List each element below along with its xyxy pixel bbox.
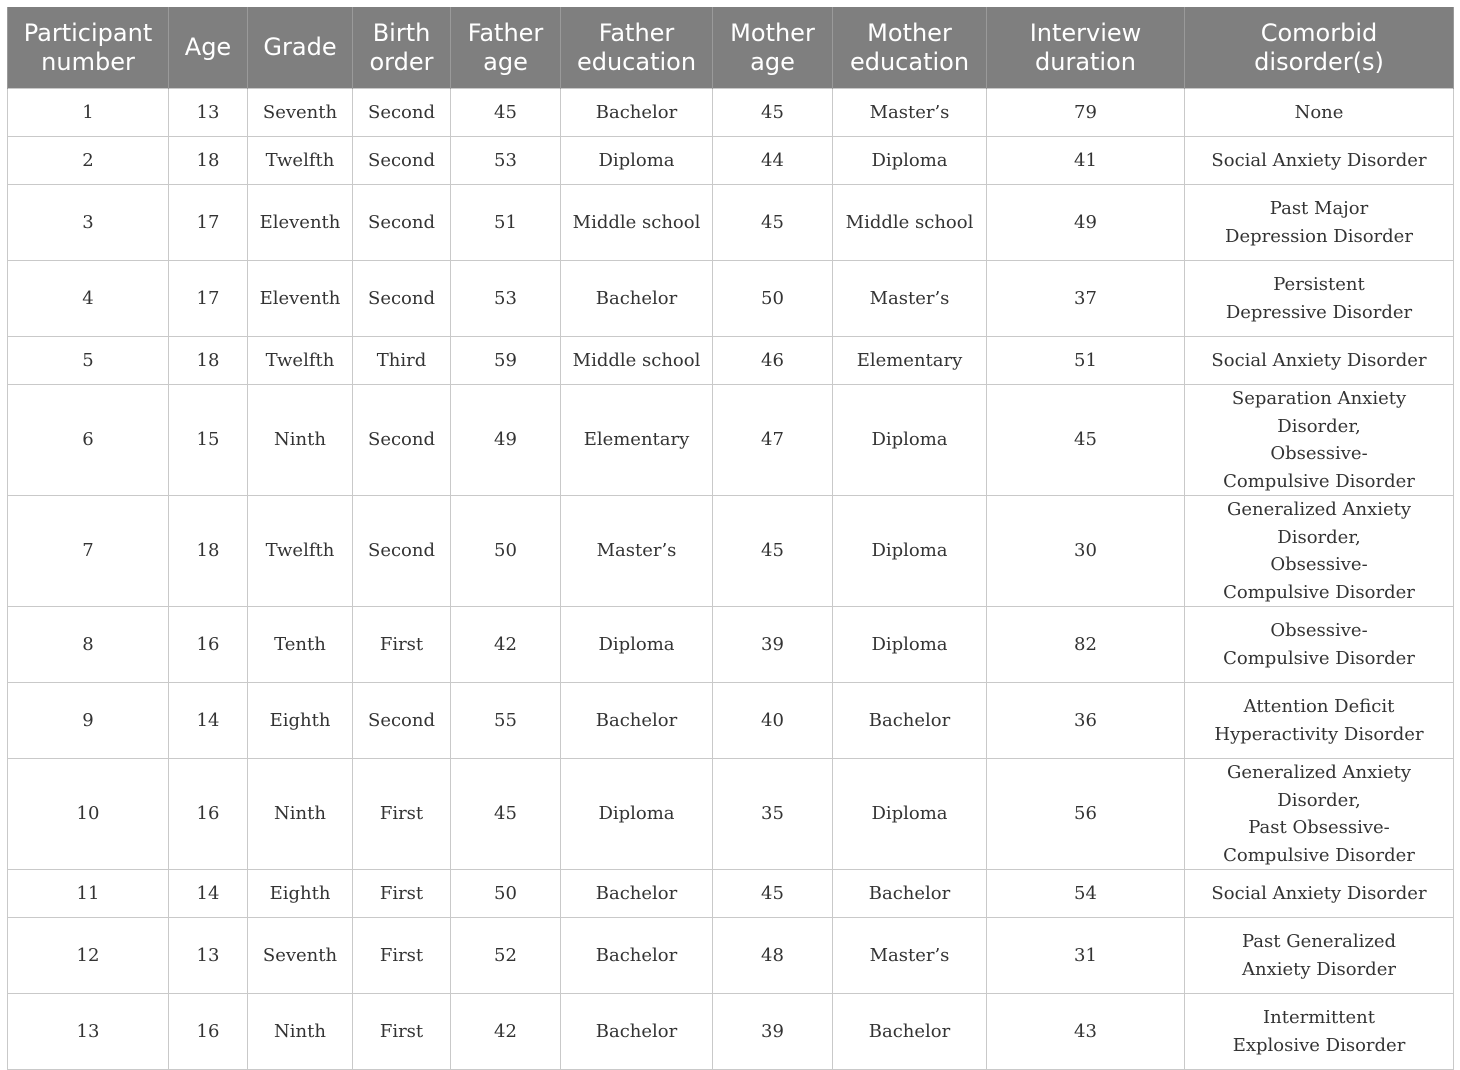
- cell-father-education: Middle school: [561, 337, 713, 385]
- table-row: [8, 137, 1454, 185]
- cell-birth-order: Second: [353, 496, 451, 607]
- cell-birth-order: First: [353, 607, 451, 683]
- header-interview-duration: Interview duration: [987, 7, 1185, 89]
- cell-mother-age: 35: [713, 759, 833, 870]
- cell-participant-number: 9: [8, 683, 169, 759]
- cell-birth-order: Third: [353, 337, 451, 385]
- cell-father-age: 55: [451, 683, 561, 759]
- table-row: [8, 918, 1454, 994]
- cell-comorbid-disorders: Social Anxiety Disorder: [1185, 337, 1454, 385]
- table-row: [8, 994, 1454, 1070]
- cell-father-education: Elementary: [561, 385, 713, 496]
- cell-interview-duration: 37: [987, 261, 1185, 337]
- cell-age: 13: [169, 918, 248, 994]
- cell-age: 18: [169, 337, 248, 385]
- cell-father-age: 52: [451, 918, 561, 994]
- cell-father-age: 50: [451, 496, 561, 607]
- cell-grade: Twelfth: [248, 137, 353, 185]
- cell-age: 18: [169, 137, 248, 185]
- cell-comorbid-disorders: Past Generalized Anxiety Disorder: [1185, 918, 1454, 994]
- table-header: [8, 7, 1454, 89]
- header-father-education: Father education: [561, 7, 713, 89]
- cell-participant-number: 8: [8, 607, 169, 683]
- cell-birth-order: Second: [353, 89, 451, 137]
- cell-participant-number: 12: [8, 918, 169, 994]
- cell-interview-duration: 49: [987, 185, 1185, 261]
- cell-grade: Tenth: [248, 607, 353, 683]
- table-row: [8, 89, 1454, 137]
- table-row: [8, 683, 1454, 759]
- header-father-age: Father age: [451, 7, 561, 89]
- cell-father-age: 42: [451, 607, 561, 683]
- table-body: [8, 89, 1454, 1070]
- cell-grade: Eighth: [248, 870, 353, 918]
- cell-age: 13: [169, 89, 248, 137]
- cell-age: 17: [169, 261, 248, 337]
- cell-father-education: Bachelor: [561, 89, 713, 137]
- cell-father-age: 45: [451, 759, 561, 870]
- cell-participant-number: 11: [8, 870, 169, 918]
- cell-father-education: Middle school: [561, 185, 713, 261]
- cell-interview-duration: 45: [987, 385, 1185, 496]
- cell-interview-duration: 30: [987, 496, 1185, 607]
- cell-age: 16: [169, 994, 248, 1070]
- cell-grade: Twelfth: [248, 337, 353, 385]
- header-row: [8, 7, 1454, 89]
- cell-father-education: Diploma: [561, 607, 713, 683]
- cell-father-age: 51: [451, 185, 561, 261]
- cell-birth-order: First: [353, 759, 451, 870]
- cell-comorbid-disorders: Obsessive- Compulsive Disorder: [1185, 607, 1454, 683]
- cell-birth-order: Second: [353, 137, 451, 185]
- cell-mother-education: Diploma: [833, 496, 987, 607]
- cell-participant-number: 2: [8, 137, 169, 185]
- cell-mother-age: 46: [713, 337, 833, 385]
- cell-father-age: 45: [451, 89, 561, 137]
- cell-grade: Eleventh: [248, 261, 353, 337]
- cell-participant-number: 7: [8, 496, 169, 607]
- cell-mother-education: Bachelor: [833, 870, 987, 918]
- cell-mother-age: 39: [713, 994, 833, 1070]
- cell-grade: Twelfth: [248, 496, 353, 607]
- table-row: [8, 385, 1454, 496]
- cell-father-age: 53: [451, 261, 561, 337]
- cell-interview-duration: 51: [987, 337, 1185, 385]
- cell-mother-education: Master’s: [833, 89, 987, 137]
- cell-mother-education: Middle school: [833, 185, 987, 261]
- cell-father-age: 59: [451, 337, 561, 385]
- table-row: [8, 870, 1454, 918]
- cell-comorbid-disorders: Past Major Depression Disorder: [1185, 185, 1454, 261]
- cell-comorbid-disorders: None: [1185, 89, 1454, 137]
- cell-father-education: Master’s: [561, 496, 713, 607]
- cell-mother-age: 44: [713, 137, 833, 185]
- cell-mother-education: Master’s: [833, 918, 987, 994]
- cell-grade: Ninth: [248, 994, 353, 1070]
- table-row: [8, 607, 1454, 683]
- header-birth-order: Birth order: [353, 7, 451, 89]
- cell-father-education: Bachelor: [561, 918, 713, 994]
- cell-comorbid-disorders: Generalized Anxiety Disorder, Obsessive- Compulsive Disorder: [1185, 496, 1454, 607]
- cell-birth-order: Second: [353, 683, 451, 759]
- cell-mother-education: Diploma: [833, 759, 987, 870]
- cell-age: 14: [169, 870, 248, 918]
- cell-father-education: Bachelor: [561, 261, 713, 337]
- participant-table: [7, 7, 1454, 1070]
- cell-comorbid-disorders: Intermittent Explosive Disorder: [1185, 994, 1454, 1070]
- cell-birth-order: Second: [353, 185, 451, 261]
- header-comorbid-disorders: Comorbid disorder(s): [1185, 7, 1454, 89]
- table-row: [8, 496, 1454, 607]
- cell-mother-age: 45: [713, 89, 833, 137]
- cell-mother-age: 45: [713, 185, 833, 261]
- cell-birth-order: First: [353, 918, 451, 994]
- table-row: [8, 759, 1454, 870]
- cell-father-education: Bachelor: [561, 683, 713, 759]
- cell-mother-age: 40: [713, 683, 833, 759]
- cell-grade: Seventh: [248, 89, 353, 137]
- cell-mother-age: 50: [713, 261, 833, 337]
- table-row: [8, 261, 1454, 337]
- cell-comorbid-disorders: Social Anxiety Disorder: [1185, 137, 1454, 185]
- cell-participant-number: 1: [8, 89, 169, 137]
- cell-comorbid-disorders: Social Anxiety Disorder: [1185, 870, 1454, 918]
- cell-interview-duration: 43: [987, 994, 1185, 1070]
- cell-birth-order: Second: [353, 385, 451, 496]
- cell-grade: Seventh: [248, 918, 353, 994]
- cell-participant-number: 3: [8, 185, 169, 261]
- cell-participant-number: 10: [8, 759, 169, 870]
- table-row: [8, 337, 1454, 385]
- header-mother-age: Mother age: [713, 7, 833, 89]
- cell-interview-duration: 56: [987, 759, 1185, 870]
- header-age: Age: [169, 7, 248, 89]
- cell-mother-education: Bachelor: [833, 683, 987, 759]
- cell-grade: Eleventh: [248, 185, 353, 261]
- cell-mother-age: 47: [713, 385, 833, 496]
- cell-mother-age: 45: [713, 870, 833, 918]
- cell-interview-duration: 54: [987, 870, 1185, 918]
- cell-father-education: Diploma: [561, 137, 713, 185]
- header-grade: Grade: [248, 7, 353, 89]
- cell-grade: Ninth: [248, 759, 353, 870]
- cell-grade: Ninth: [248, 385, 353, 496]
- cell-age: 16: [169, 759, 248, 870]
- cell-participant-number: 13: [8, 994, 169, 1070]
- cell-birth-order: Second: [353, 261, 451, 337]
- cell-mother-education: Diploma: [833, 137, 987, 185]
- table-row: [8, 185, 1454, 261]
- cell-father-education: Bachelor: [561, 870, 713, 918]
- cell-mother-age: 48: [713, 918, 833, 994]
- cell-father-age: 49: [451, 385, 561, 496]
- cell-birth-order: First: [353, 870, 451, 918]
- cell-mother-education: Master’s: [833, 261, 987, 337]
- header-mother-education: Mother education: [833, 7, 987, 89]
- cell-participant-number: 5: [8, 337, 169, 385]
- cell-comorbid-disorders: Persistent Depressive Disorder: [1185, 261, 1454, 337]
- cell-age: 17: [169, 185, 248, 261]
- cell-father-age: 50: [451, 870, 561, 918]
- cell-age: 15: [169, 385, 248, 496]
- cell-participant-number: 6: [8, 385, 169, 496]
- cell-interview-duration: 36: [987, 683, 1185, 759]
- cell-interview-duration: 82: [987, 607, 1185, 683]
- cell-birth-order: First: [353, 994, 451, 1070]
- cell-mother-education: Bachelor: [833, 994, 987, 1070]
- cell-age: 16: [169, 607, 248, 683]
- cell-father-age: 53: [451, 137, 561, 185]
- cell-interview-duration: 41: [987, 137, 1185, 185]
- header-participant-number: Participant number: [8, 7, 169, 89]
- cell-mother-age: 39: [713, 607, 833, 683]
- cell-participant-number: 4: [8, 261, 169, 337]
- cell-mother-education: Diploma: [833, 607, 987, 683]
- cell-comorbid-disorders: Generalized Anxiety Disorder, Past Obsessive- Compulsive Disorder: [1185, 759, 1454, 870]
- cell-interview-duration: 79: [987, 89, 1185, 137]
- cell-mother-age: 45: [713, 496, 833, 607]
- cell-mother-education: Elementary: [833, 337, 987, 385]
- cell-comorbid-disorders: Separation Anxiety Disorder, Obsessive- Compulsive Disorder: [1185, 385, 1454, 496]
- cell-interview-duration: 31: [987, 918, 1185, 994]
- cell-father-age: 42: [451, 994, 561, 1070]
- cell-comorbid-disorders: Attention Deficit Hyperactivity Disorder: [1185, 683, 1454, 759]
- cell-father-education: Bachelor: [561, 994, 713, 1070]
- participant-table-container: [7, 7, 1453, 1070]
- cell-mother-education: Diploma: [833, 385, 987, 496]
- cell-age: 18: [169, 496, 248, 607]
- cell-father-education: Diploma: [561, 759, 713, 870]
- cell-age: 14: [169, 683, 248, 759]
- cell-grade: Eighth: [248, 683, 353, 759]
